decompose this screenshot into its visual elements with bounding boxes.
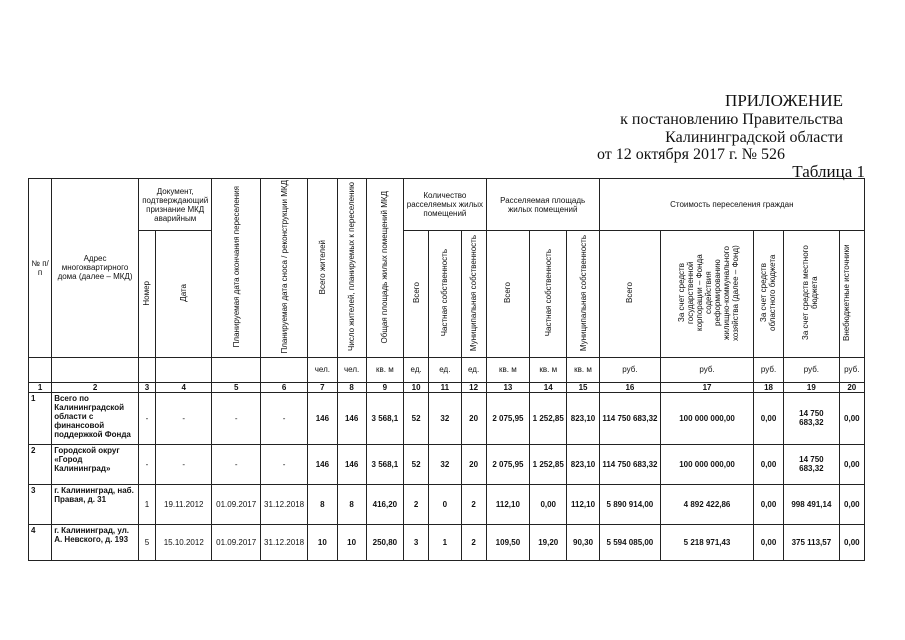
appendix-title: ПРИЛОЖЕНИЕ (725, 91, 843, 110)
column-number-cell: 5 (212, 382, 260, 392)
unit-cell: кв. м (486, 357, 529, 382)
table-cell: 0 (429, 484, 461, 524)
table-cell: - (212, 392, 260, 444)
column-number-cell: 9 (366, 382, 403, 392)
table-cell: 112,10 (567, 484, 599, 524)
address-cell: г. Калининград, ул. А. Невского, д. 193 (52, 524, 139, 560)
table-cell: 8 (308, 484, 337, 524)
table-cell: 4 892 422,86 (661, 484, 754, 524)
column-number-cell: 11 (429, 382, 461, 392)
address-cell: Всего по Калининградской области с финансовой поддержкой Фонда (52, 392, 139, 444)
table-cell: 52 (404, 392, 429, 444)
table-cell: 375 113,57 (784, 524, 839, 560)
col-header-17: За счет средств государственной корпорации – Фонда содействия реформированию жилищно-коммунального хозяйства (далее – Фонд) (661, 231, 754, 357)
resettlement-table (28, 178, 865, 561)
column-number-cell: 3 (138, 382, 155, 392)
table-cell: 3 568,1 (366, 444, 403, 484)
appendix-date-number: от 12 октября 2017 г. № 526 (596, 146, 785, 163)
column-number-cell: 12 (461, 382, 486, 392)
unit-cell: ед. (404, 357, 429, 382)
unit-cell (156, 357, 212, 382)
col-header-8: Число жителей, планируемых к переселению (337, 179, 366, 358)
table-cell: 109,50 (486, 524, 529, 560)
table-cell: - (260, 444, 307, 484)
table-cell: 998 491,14 (784, 484, 839, 524)
table-cell: 146 (308, 444, 337, 484)
table-cell: 5 890 914,00 (599, 484, 661, 524)
column-number-cell: 4 (156, 382, 212, 392)
table-cell: 0,00 (753, 524, 783, 560)
col-header-11: Частная собственность (429, 231, 461, 357)
table-row (29, 524, 865, 560)
table-cell: 19,20 (530, 524, 567, 560)
table-cell: 0,00 (839, 392, 864, 444)
table-cell: 100 000 000,00 (661, 392, 754, 444)
column-number-cell: 19 (784, 382, 839, 392)
table-row (29, 444, 865, 484)
appendix-subtitle-1: к постановлению Правительства (620, 111, 843, 128)
table-cell: 2 (404, 484, 429, 524)
unit-cell (212, 357, 260, 382)
table-cell: 32 (429, 444, 461, 484)
table-cell: 114 750 683,32 (599, 444, 661, 484)
unit-cell: ед. (429, 357, 461, 382)
table-cell: 823,10 (567, 392, 599, 444)
group-header-doc: Документ, подтверждающий признание МКД аварийным (138, 179, 212, 231)
group-header-area: Расселяемая площадь жилых помещений (486, 179, 599, 231)
column-number-cell: 17 (661, 382, 754, 392)
table-cell: 2 (461, 524, 486, 560)
unit-cell: чел. (308, 357, 337, 382)
unit-cell: руб. (599, 357, 661, 382)
table-cell: 1 252,85 (530, 444, 567, 484)
table-cell: 1 (29, 392, 52, 444)
unit-cell (138, 357, 155, 382)
table-cell: 114 750 683,32 (599, 392, 661, 444)
appendix-subtitle-2: Калининградской области (665, 129, 843, 146)
table-cell: 2 075,95 (486, 392, 529, 444)
table-cell: 0,00 (753, 392, 783, 444)
column-number-cell: 13 (486, 382, 529, 392)
table-cell: 0,00 (530, 484, 567, 524)
column-number-cell: 6 (260, 382, 307, 392)
table-cell: 3 (29, 484, 52, 524)
table-cell: 0,00 (839, 484, 864, 524)
table-cell: 2 075,95 (486, 444, 529, 484)
table-cell: 0,00 (839, 444, 864, 484)
table-cell: 416,20 (366, 484, 403, 524)
address-cell: Городской округ «Город Калининград» (52, 444, 139, 484)
table-row (29, 392, 865, 444)
table-cell: 15.10.2012 (156, 524, 212, 560)
table-cell: 5 (138, 524, 155, 560)
table-cell: 250,80 (366, 524, 403, 560)
col-header-15: Муниципальная собственность (567, 231, 599, 357)
table-cell: 146 (337, 444, 366, 484)
unit-cell: чел. (337, 357, 366, 382)
group-header-cost: Стоимость переселения граждан (599, 179, 864, 231)
table-cell: 31.12.2018 (260, 524, 307, 560)
table-row (29, 484, 865, 524)
table-cell: 32 (429, 392, 461, 444)
col-header-16: Всего (599, 231, 661, 357)
table-cell: 14 750 683,32 (784, 392, 839, 444)
col-header-4: Дата (156, 231, 212, 357)
table-cell: - (156, 444, 212, 484)
table-cell: 2 (461, 484, 486, 524)
table-cell: 1 (138, 484, 155, 524)
unit-cell: кв. м (530, 357, 567, 382)
unit-cell (29, 357, 52, 382)
col-header-19: За счет средств местного бюджета (784, 231, 839, 357)
table-cell: 4 (29, 524, 52, 560)
column-number-cell: 2 (52, 382, 139, 392)
table-cell: 20 (461, 392, 486, 444)
col-header-10: Всего (404, 231, 429, 357)
group-header-qty: Количество расселяемых жилых помещений (404, 179, 487, 231)
table-cell: 90,30 (567, 524, 599, 560)
table-cell: - (138, 444, 155, 484)
column-number-row (29, 382, 865, 392)
unit-cell (260, 357, 307, 382)
table-cell: 14 750 683,32 (784, 444, 839, 484)
col-header-1: № п/п (29, 179, 52, 358)
unit-cell: ед. (461, 357, 486, 382)
table-cell: 1 (429, 524, 461, 560)
table-cell: 5 218 971,43 (661, 524, 754, 560)
table-cell: - (138, 392, 155, 444)
col-header-18: За счет средств областного бюджета (753, 231, 783, 357)
unit-cell: кв. м (366, 357, 403, 382)
table-cell: 5 594 085,00 (599, 524, 661, 560)
col-header-14: Частная собственность (530, 231, 567, 357)
table-cell: 112,10 (486, 484, 529, 524)
column-number-cell: 10 (404, 382, 429, 392)
column-number-cell: 20 (839, 382, 864, 392)
col-header-7: Всего жителей (308, 179, 337, 358)
table-cell: 20 (461, 444, 486, 484)
table-cell: 3 568,1 (366, 392, 403, 444)
col-header-12: Муниципальная собственность (461, 231, 486, 357)
column-number-cell: 1 (29, 382, 52, 392)
address-cell: г. Калининград, наб. Правая, д. 31 (52, 484, 139, 524)
col-header-6: Планируемая дата сноса / реконструкции МКД (260, 179, 307, 358)
table-cell: 0,00 (839, 524, 864, 560)
col-header-20: Внебюджетные источники (839, 231, 864, 357)
table-cell: 10 (337, 524, 366, 560)
table-cell: 8 (337, 484, 366, 524)
unit-cell: руб. (661, 357, 754, 382)
table-cell: 19.11.2012 (156, 484, 212, 524)
unit-cell: руб. (839, 357, 864, 382)
unit-cell: кв. м (567, 357, 599, 382)
col-header-5: Планируемая дата окончания переселения (212, 179, 260, 358)
column-number-cell: 16 (599, 382, 661, 392)
table-cell: 31.12.2018 (260, 484, 307, 524)
table-cell: 01.09.2017 (212, 524, 260, 560)
table-cell: 1 252,85 (530, 392, 567, 444)
table-cell: 52 (404, 444, 429, 484)
table-cell: 01.09.2017 (212, 484, 260, 524)
units-row (29, 357, 865, 382)
col-header-9: Общая площадь жилых помещений МКД (366, 179, 403, 358)
column-number-cell: 8 (337, 382, 366, 392)
table-cell: 0,00 (753, 484, 783, 524)
table-cell: 0,00 (753, 444, 783, 484)
column-number-cell: 15 (567, 382, 599, 392)
table-cell: 10 (308, 524, 337, 560)
table-cell: 146 (337, 392, 366, 444)
table-cell: - (212, 444, 260, 484)
table-cell: 100 000 000,00 (661, 444, 754, 484)
col-header-3: Номер (138, 231, 155, 357)
table-cell: 146 (308, 392, 337, 444)
unit-cell: руб. (753, 357, 783, 382)
unit-cell (52, 357, 139, 382)
unit-cell: руб. (784, 357, 839, 382)
column-number-cell: 7 (308, 382, 337, 392)
table-cell: 2 (29, 444, 52, 484)
table-label: Таблица 1 (792, 162, 865, 181)
col-header-13: Всего (486, 231, 529, 357)
table-cell: - (260, 392, 307, 444)
table-cell: 3 (404, 524, 429, 560)
table-cell: 823,10 (567, 444, 599, 484)
table-cell: - (156, 392, 212, 444)
column-number-cell: 18 (753, 382, 783, 392)
col-header-2: Адрес многоквартирного дома (далее – МКД) (52, 179, 139, 358)
column-number-cell: 14 (530, 382, 567, 392)
